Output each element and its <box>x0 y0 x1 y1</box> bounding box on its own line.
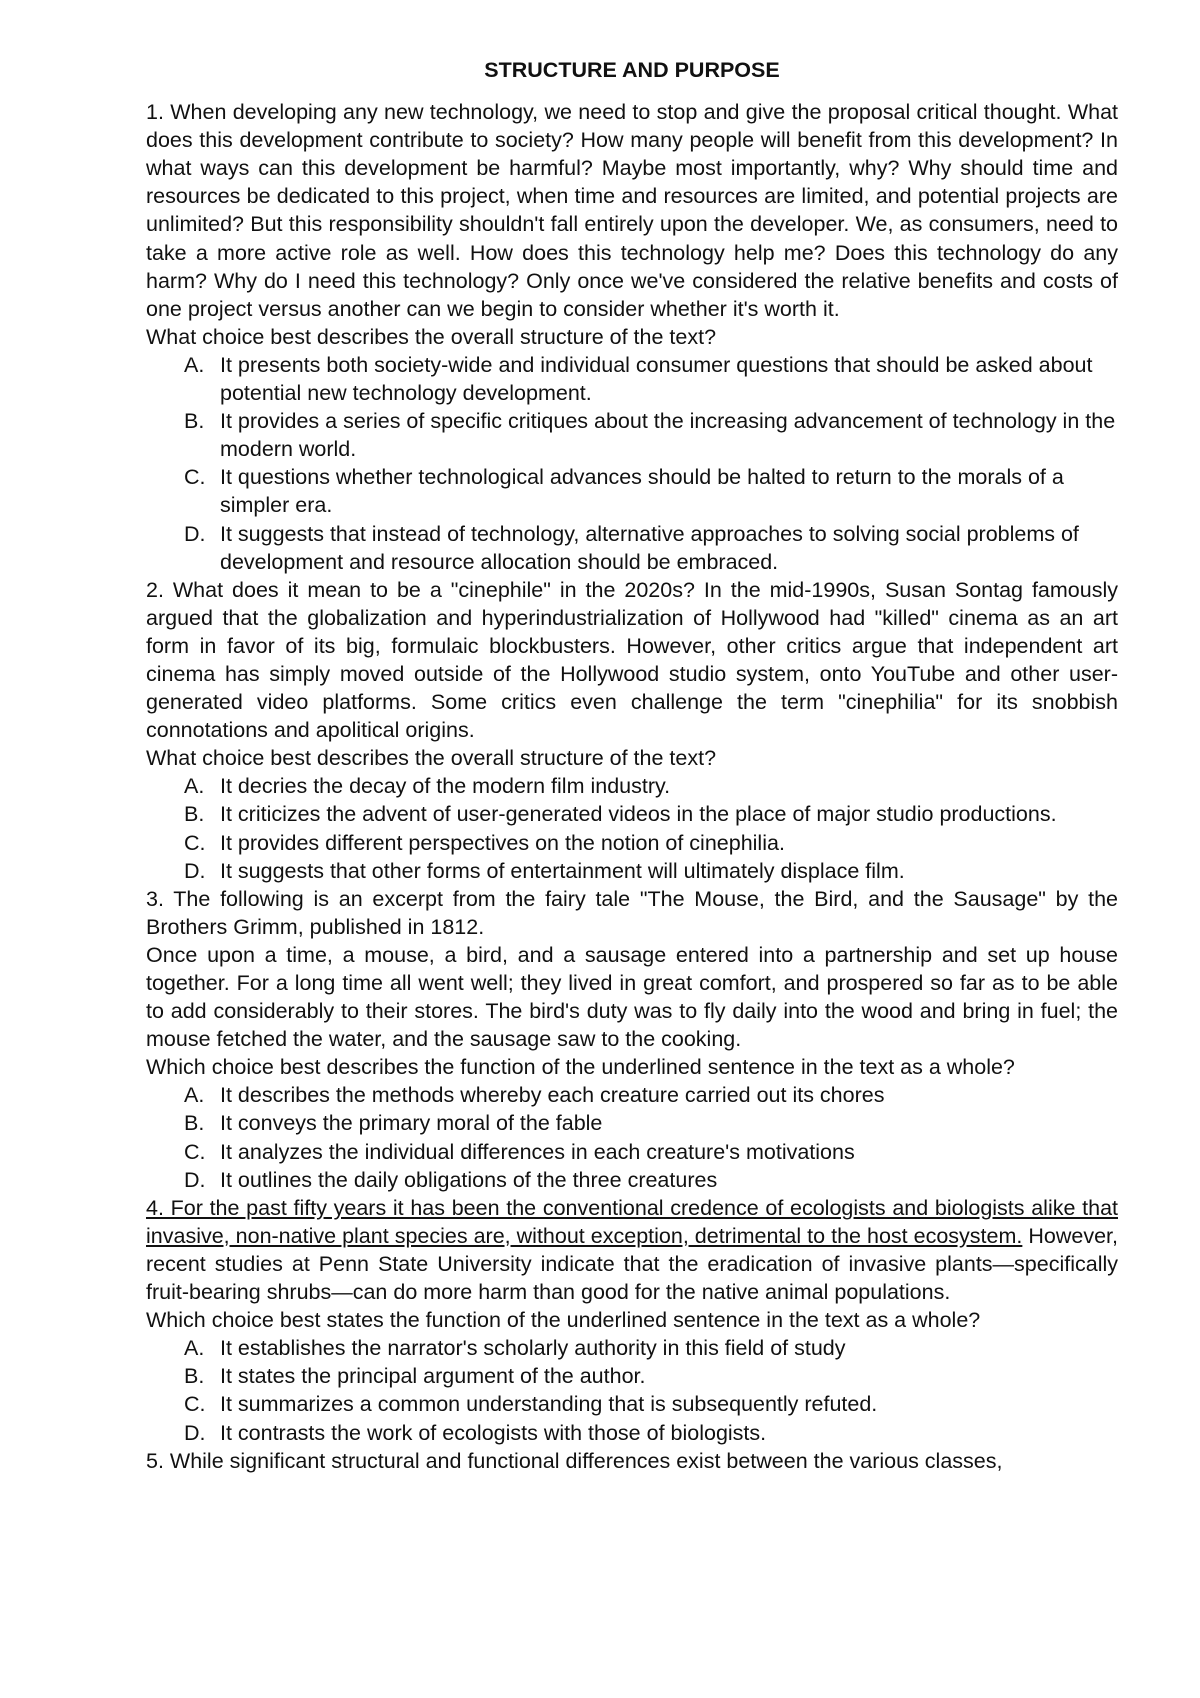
question-4-option-c <box>146 1390 1118 1418</box>
question-2-passage: 2. What does it mean to be a "cinephile" in the 2020s? In the mid-1990s, Susan Sontag famously argued that the globalization and hyperindustrialization of Hollywood had "killed" cinema as an art form in favor of its big, formulaic blockbusters. However, other critics argue that independent art cinema has simply moved outside of the Hollywood studio system, onto YouTube and other user-generated video platforms. Some critics even challenge the term "cinephilia" for its snobbish connotations and apolitical origins. <box>146 577 1118 743</box>
question-1-option-c <box>146 463 1118 519</box>
question-3-passage: Once upon a time, a mouse, a bird, and a sausage entered into a partnership and set up house together. For a long time all went well; they lived in great comfort, and prospered so far as to be able to add considerably to their stores. The bird's duty was to fly daily into the wood and bring in fuel; the mouse fetched the water, and the sausage saw to the cooking. <box>146 942 1118 1052</box>
document-page <box>146 56 1118 1475</box>
question-4-option-d <box>146 1419 1118 1447</box>
question-1-option-a <box>146 351 1118 407</box>
question-2-option-b <box>146 800 1118 828</box>
question-3 <box>146 885 1118 1194</box>
option-text: It criticizes the advent of user-generated videos in the place of major studio productions. <box>220 802 1057 827</box>
question-4-option-a <box>146 1334 1118 1362</box>
option-letter: A. <box>184 1083 205 1108</box>
question-3-option-d <box>146 1166 1118 1194</box>
option-letter: D. <box>184 858 206 883</box>
passage-continuation: However, recent studies at Penn State University indicate that the eradication of invasive plants—specifically fruit-bearing shrubs—can do more harm than good for the native animal populations. <box>146 1223 1118 1305</box>
question-2-option-d <box>146 857 1118 885</box>
option-letter: B. <box>184 802 205 827</box>
option-letter: B. <box>184 409 205 434</box>
question-4 <box>146 1194 1118 1447</box>
option-text: It outlines the daily obligations of the three creatures <box>220 1167 718 1192</box>
option-letter: B. <box>184 1111 205 1136</box>
option-text: It analyzes the individual differences in each creature's motivations <box>220 1139 855 1164</box>
option-text: It suggests that instead of technology, alternative approaches to solving social problems of development and resource allocation should be embraced. <box>220 521 1079 574</box>
option-text: It decries the decay of the modern film industry. <box>220 774 671 799</box>
question-3-option-b <box>146 1109 1118 1137</box>
option-text: It suggests that other forms of entertainment will ultimately displace film. <box>220 858 905 883</box>
page-title: STRUCTURE AND PURPOSE <box>484 58 780 82</box>
question-4-option-b <box>146 1362 1118 1390</box>
question-1 <box>146 98 1118 576</box>
option-letter: A. <box>184 774 205 799</box>
question-5-passage: 5. While significant structural and functional differences exist between the various classes, <box>146 1448 1003 1473</box>
option-text: It states the principal argument of the author. <box>220 1364 646 1389</box>
option-letter: C. <box>184 1392 206 1417</box>
option-text: It provides different perspectives on the notion of cinephilia. <box>220 830 785 855</box>
option-letter: C. <box>184 465 206 490</box>
question-2 <box>146 576 1118 885</box>
option-letter: D. <box>184 1420 206 1445</box>
question-1-passage: 1. When developing any new technology, we need to stop and give the proposal critical thought. What does this development contribute to society? How many people will benefit from this development? In what ways can this development be harmful? Maybe most importantly, why? Why should time and resources be dedicated to this project, when time and resources are limited, and potential projects are unlimited? But this responsibility shouldn't fall entirely upon the developer. We, as consumers, need to take a more active role as well. How does this technology help me? Does this technology do any harm? Why do I need this technology? Only once we've considered the relative benefits and costs of one project versus another can we begin to consider whether it's worth it. <box>146 100 1118 321</box>
option-text: It contrasts the work of ecologists with those of biologists. <box>220 1420 767 1445</box>
option-letter: D. <box>184 521 206 546</box>
question-2-option-a <box>146 772 1118 800</box>
question-3-intro: 3. The following is an excerpt from the fairy tale "The Mouse, the Bird, and the Sausage" by the Brothers Grimm, published in 1812. <box>146 886 1118 939</box>
question-1-prompt: What choice best describes the overall structure of the text? <box>146 324 717 349</box>
question-1-options <box>146 351 1118 576</box>
question-1-option-d <box>146 520 1118 576</box>
option-letter: C. <box>184 830 206 855</box>
option-text: It questions whether technological advances should be halted to return to the morals of a simpler era. <box>220 465 1064 518</box>
option-text: It conveys the primary moral of the fable <box>220 1111 603 1136</box>
option-letter: A. <box>184 1336 205 1361</box>
option-text: It provides a series of specific critiques about the increasing advancement of technology in the modern world. <box>220 409 1116 462</box>
option-text: It describes the methods whereby each creature carried out its chores <box>220 1083 885 1108</box>
question-3-option-c <box>146 1138 1118 1166</box>
option-text: It presents both society-wide and individual consumer questions that should be asked about potential new technology development. <box>220 352 1093 406</box>
option-text: It summarizes a common understanding that is subsequently refuted. <box>220 1392 878 1417</box>
option-letter: D. <box>184 1167 206 1192</box>
question-5 <box>146 1447 1118 1475</box>
option-letter: A. <box>184 352 205 377</box>
option-text: It establishes the narrator's scholarly authority in this field of study <box>220 1336 846 1361</box>
question-4-prompt: Which choice best states the function of the underlined sentence in the text as a whole? <box>146 1308 981 1333</box>
question-1-option-b <box>146 407 1118 463</box>
question-3-prompt: Which choice best describes the function of the underlined sentence in the text as a whole? <box>146 1055 1015 1080</box>
option-letter: C. <box>184 1139 206 1164</box>
question-2-options <box>146 772 1118 884</box>
question-3-options <box>146 1081 1118 1193</box>
question-2-option-c <box>146 829 1118 857</box>
question-2-prompt: What choice best describes the overall structure of the text? <box>146 746 717 771</box>
underlined-sentence: 4. For the past fifty years it has been the conventional credence of ecologists and biologists alike that invasive, non-native plant species are, without exception, detrimental to the host ecosystem. <box>146 1195 1118 1248</box>
question-3-option-a <box>146 1081 1118 1109</box>
option-letter: B. <box>184 1364 205 1389</box>
question-4-passage <box>146 1194 1118 1306</box>
question-4-options <box>146 1334 1118 1446</box>
